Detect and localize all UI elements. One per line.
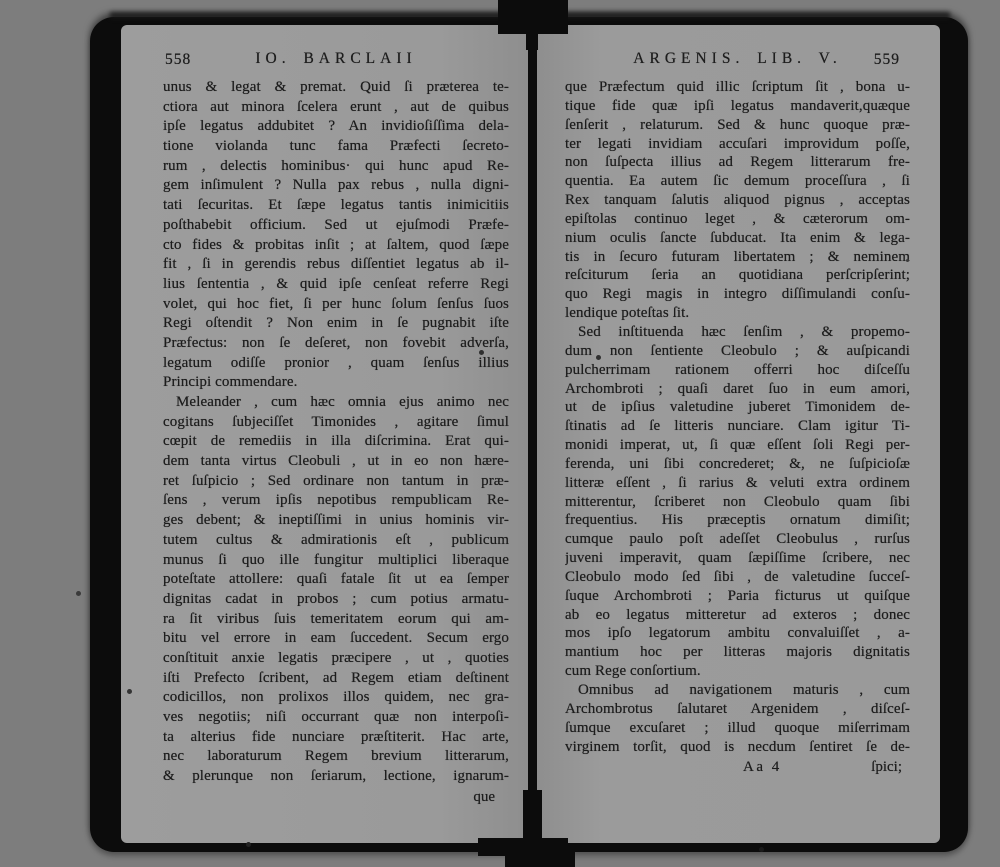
text-line: mitterentur, ſcriberet non Cleobulo quam ſibi — [565, 493, 910, 510]
text-line: ferenda, uni ſibi concrederet; &, ne ſuſpicioſæ — [565, 455, 910, 472]
text-line: ſens , verum ipſis nepotibus rempublicam Re- — [163, 492, 509, 509]
text-line: iſti Prefecto ſcribent, ad Regem etiam deſtinent — [163, 669, 509, 686]
text-line: ſumque excuſaret ; illud quoque miſerrimam — [565, 719, 910, 736]
text-line: ves negotiis; niſi occurrant quæ non interpoſi- — [163, 709, 509, 725]
text-line: Archombrotus ſalutaret Argenidem , diſceſ- — [565, 700, 910, 717]
text-line: poteſtate attollere: quaſi fatale ſit ut ea ſemper — [163, 571, 509, 588]
text-line: Præfectus: non ſe deſeret, non fovebit adverſa, — [163, 334, 509, 351]
text-line: nec laboraturum Regem brevium litterarum, — [163, 748, 509, 765]
text-line: lius ſententia , & quid ipſe cenſeat referre Regi — [163, 275, 509, 292]
text-line: ges debent; & ineptiſſimi in unius hominis vir- — [163, 512, 509, 529]
text-line: mos ipſo legatorum ambitu convaluiſſet , a- — [565, 625, 910, 642]
left-page-number: 558 — [165, 51, 192, 68]
text-line: Archombroti ; quaſi daret ſuo in eum amori, — [565, 380, 910, 397]
text-line: rum , delectis hominibus· qui hunc apud Re- — [163, 157, 509, 174]
binding-tail-taper — [523, 790, 542, 845]
text-line: quentia. Ea autem ſic demum proceſſura , ſi — [565, 173, 910, 190]
gutter-shadow — [528, 25, 536, 815]
text-line: virginem torſit, quod is necdum ſentiret ſe de- — [565, 738, 910, 755]
ink-specks — [0, 0, 3, 3]
text-line: ab eo legatus mitteretur ad exteros ; donec — [565, 606, 910, 623]
text-line: frequentius. His præceptis ornatum dimiſit; — [565, 512, 910, 529]
text-line: Regi oſtendit ? Non enim in ſe pugnabit iſte — [163, 315, 509, 332]
text-line: dem tanta virtus Cleobuli , ut in eo non hære- — [163, 453, 509, 470]
text-line: tione violanda tunc fama Præfecti ſecreto- — [163, 138, 509, 155]
text-line: litteræ eſſent , ſi rarius & veluti extra ordinem — [565, 474, 910, 491]
text-line: Omnibus ad navigationem maturis , cum — [578, 682, 910, 698]
left-page-content — [163, 50, 509, 807]
right-catchword: ſpici; — [871, 759, 902, 776]
text-line: ra ſit viribus ſuis temeritatem eorum qui am- — [163, 610, 509, 627]
text-line: tique fide quæ ipſi legatus mandaverit,quæque — [565, 97, 910, 114]
text-line: Principi commendare. — [163, 374, 298, 391]
text-line: mantium hoc per litteras majoris dignitatis — [565, 644, 910, 661]
text-line: reſciturum ſeria an quotidiana perſcripſerint; — [565, 267, 910, 284]
signature-row — [565, 756, 910, 778]
text-line: Rex tanquam ſalutis aliquod pignus , acceptas — [565, 192, 910, 209]
text-line: ſtinatis ad ſe litteris nunciare. Clam igitur Ti- — [565, 418, 910, 435]
text-line: ret ſuſpicio ; Sed ordinare non tantum in præ- — [163, 472, 509, 489]
text-line: & plerunque non ſeriarum, lectione, ignarum- — [163, 768, 509, 785]
text-line: juveni imperavit, quam ſæpiſſime ſcribere, nec — [565, 550, 910, 567]
text-line: cum Rege conſortium. — [565, 663, 701, 680]
text-line: ut de ipſius valetudine juberet Timonidem de- — [565, 399, 910, 416]
text-line: pulcherrimam rationem offerri hoc diſceſſu — [565, 361, 910, 378]
text-line: ſenſerit , relaturum. Sed & hunc quoque præ- — [565, 116, 910, 133]
text-line: cto fides & probitas inſit ; at ſaltem, quod ſæpe — [163, 236, 509, 253]
text-line: tis in ſecuro futuram libertatem ; & neminem — [565, 248, 910, 265]
text-line: que Præfectum quid illic ſcriptum ſit , bona u- — [565, 79, 910, 95]
text-line: gem inſimulent ? Nulla pax rebus , nulla digni- — [163, 177, 509, 194]
text-line: poſthabebit officium. Sed ut ejuſmodi Præfe- — [163, 216, 509, 233]
left-catchword: que — [473, 788, 495, 805]
text-line: cogitans ſubjeciſſet Timonides , agitare ſimul — [163, 413, 509, 430]
text-line: ter legati invidiam accuſari improvidum poſſe, — [565, 135, 910, 152]
text-line: Cleobulo modo ſed ſibi , de valetudine ſucceſ- — [565, 568, 910, 585]
text-line: ſuque Archombroti ; Paria ficturus ut quiſque — [565, 587, 910, 604]
signature-mark: Aa 4 — [743, 759, 782, 776]
text-line: nium oculis ſancte ſubducat. Ita enim & lega- — [565, 229, 910, 246]
right-page-header — [565, 50, 910, 78]
text-line: Meleander , cum hæc omnia ejus animo nec — [176, 394, 509, 410]
binding-tail-foot — [505, 850, 575, 867]
left-text-column — [163, 78, 509, 787]
text-line: epiſtolas continuo leget , & cæterorum om- — [565, 210, 910, 227]
text-line: unus & legat & premat. Quid ſi præterea te- — [163, 79, 509, 95]
text-line: cœpit de remediis in illa diſcrimina. Erat qui- — [163, 433, 509, 450]
text-line: fit , ſi in gerendis rebus diſſentiet legatus ab il- — [163, 256, 509, 273]
text-line: ipſe legatus addubitet ? An invidioſiſſima dela- — [163, 118, 509, 135]
text-line: tati ſecuritas. Et ſæpe legatus tantis inimicitiis — [163, 197, 509, 214]
text-line: non ſuſpecta illius ad Regem litterarum fre- — [565, 154, 910, 171]
text-line: cumque paulo poſt adeſſet Cleobulus , rurſus — [565, 531, 910, 548]
right-page-content — [565, 50, 910, 778]
right-text-column — [565, 78, 910, 756]
left-page-header — [163, 50, 509, 78]
text-line: volet, qui hoc fiet, ſi per hunc ſolum ſenſus ſuos — [163, 295, 509, 312]
text-line: quo Regi magis in integro diſſimulandi conſu- — [565, 286, 910, 303]
text-line: bitu vel errore in eam ſuccedent. Secum ergo — [163, 630, 509, 647]
text-line: tutem cultus & admirationis eſt , publicum — [163, 531, 509, 548]
right-page-number: 559 — [873, 51, 900, 68]
text-line: monidi imperat, ut, ſi quæ eſſent ſoli Regi per- — [565, 437, 910, 454]
text-line: codicillos, non prolixos illos quidem, nec gra- — [163, 689, 509, 706]
text-line: lendique poteſtas ſit. — [565, 305, 690, 322]
text-line: ctiora aut minora ſcelera erunt , aut de quibus — [163, 98, 509, 115]
text-line: munus ſi quo ille fungitur multiplici liberaque — [163, 551, 509, 568]
left-running-header: IO. BARCLAII — [255, 50, 417, 67]
text-line: ta alterius fide nunciare præſtiterit. Hac arte, — [163, 728, 509, 745]
text-line: dignitas cadat in probos ; cum potius armatu- — [163, 590, 509, 607]
text-line: conſtituit anxie legatis præcipere , ut , quoties — [163, 649, 509, 666]
text-line: dum non ſentiente Cleobulo ; & auſpicandi — [565, 342, 910, 359]
text-line: legatum odiſſe pronior , quam ſenſus illius — [163, 354, 509, 371]
right-running-header: ARGENIS. LIB. V. — [633, 50, 842, 67]
text-line: Sed inſtituenda hæc ſenſim , & propemo- — [578, 323, 910, 340]
